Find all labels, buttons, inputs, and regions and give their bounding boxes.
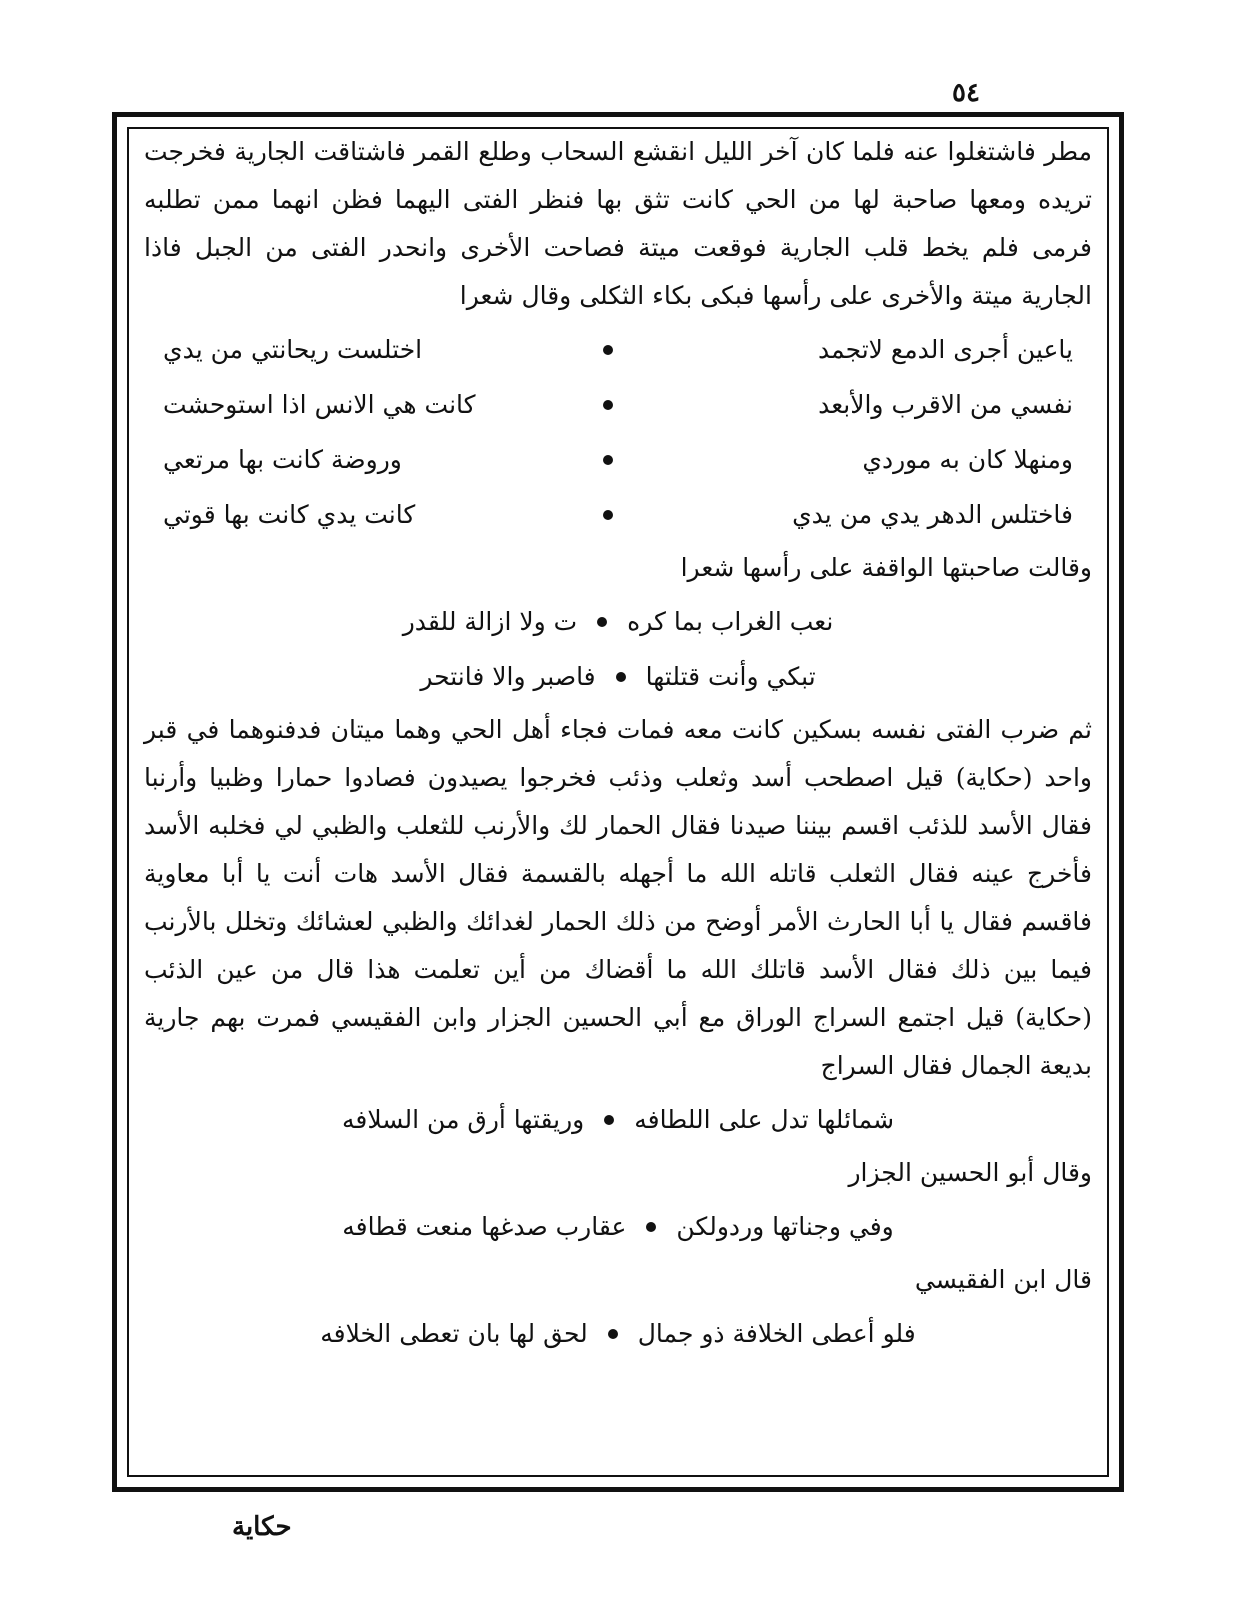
verse-separator	[603, 510, 613, 520]
verse-first-hemistich: فلو أعطى الخلافة ذو جمال	[637, 1318, 916, 1348]
paragraph: وقال أبو الحسين الجزار	[848, 1158, 1092, 1187]
poem-block	[144, 1306, 1092, 1361]
verse-separator	[603, 400, 613, 410]
page-text	[144, 128, 1092, 1478]
verse-second-hemistich: عقارب صدغها منعت قطافه	[342, 1211, 627, 1241]
verse-line	[144, 322, 1092, 377]
verse-second-hemistich: كانت هي الانس اذا استوحشت	[163, 389, 476, 419]
verse-second-hemistich: وريقتها أرق من السلافه	[341, 1104, 585, 1134]
verse-line	[144, 1092, 1092, 1147]
verse-line	[144, 1306, 1092, 1361]
verse-second-hemistich: كانت يدي كانت بها قوتي	[163, 499, 416, 529]
poem-block	[144, 322, 1092, 542]
verse-line	[144, 649, 1092, 704]
verse-separator	[603, 455, 613, 465]
paragraph: مطر فاشتغلوا عنه فلما كان آخر الليل انقشع السحاب وطلع القمر فاشتاقت الجارية فخرجت تريده ومعها صاحبة لها من الحي كانت تثق بها فنظر الفتى اليهما فظن انهما ممن تطلبه فرمى فلم يخط قلب الجارية فوقعت ميتة فصاحت الأخرى وانحدر الفتى من الجبل فاذا الجارية ميتة والأخرى على رأسها فبكى بكاء الثكلى وقال شعرا	[144, 137, 1092, 310]
verse-first-hemistich: شمائلها تدل على اللطافه	[634, 1104, 895, 1134]
verse-separator	[616, 672, 626, 682]
verse-first-hemistich: نفسي من الاقرب والأبعد	[818, 389, 1073, 419]
verse-second-hemistich: فاصبر والا فانتحر	[420, 661, 596, 691]
verse-first-hemistich: ياعين أجرى الدمع لاتجمد	[818, 334, 1073, 364]
verse-second-hemistich: لحق لها بان تعطى الخلافه	[320, 1318, 588, 1348]
verse-second-hemistich: وروضة كانت بها مرتعي	[163, 444, 402, 474]
paragraph: قال ابن الفقيسي	[914, 1265, 1092, 1294]
poem-block	[144, 1092, 1092, 1147]
catchword: حكاية	[232, 1512, 292, 1542]
verse-first-hemistich: ومنهلا كان به موردي	[862, 444, 1073, 474]
verse-first-hemistich: نعب الغراب بما كره	[627, 606, 834, 636]
poem-block	[144, 1199, 1092, 1254]
verse-line	[144, 594, 1092, 649]
verse-separator	[604, 1115, 614, 1125]
verse-separator	[603, 345, 613, 355]
verse-first-hemistich: فاختلس الدهر يدي من يدي	[792, 499, 1073, 529]
verse-second-hemistich: اختلست ريحانتي من يدي	[163, 334, 423, 364]
verse-line	[144, 1199, 1092, 1254]
verse-line	[144, 432, 1092, 487]
verse-second-hemistich: ت ولا ازالة للقدر	[402, 606, 578, 636]
verse-separator	[597, 617, 607, 627]
verse-line	[144, 377, 1092, 432]
page-number: ٥٤	[952, 78, 980, 108]
verse-separator	[608, 1329, 618, 1339]
verse-first-hemistich: تبكي وأنت قتلتها	[645, 661, 816, 691]
paragraph: وقالت صاحبتها الواقفة على رأسها شعرا	[680, 553, 1092, 582]
poem-block	[144, 594, 1092, 704]
verse-separator	[646, 1222, 656, 1232]
paragraph: ثم ضرب الفتى نفسه بسكين كانت معه فمات فجاء أهل الحي وهما ميتان فدفنوهما في قبر واحد (حكاية) قيل اصطحب أسد وثعلب وذئب فخرجوا يصيدون فصادوا حمارا وظبيا وأرنبا فقال الأسد للذئب اقسم بيننا صيدنا فقال الحمار لك والأرنب للثعلب والظبي لي فخلبه الأسد فأخرج عينه فقال الثعلب قاتله الله ما أجهله بالقسمة فقال الأسد هات أنت يا أبا معاوية فاقسم فقال يا أبا الحارث الأمر أوضح من ذلك الحمار لغدائك والظبي لعشائك وتخلل بالأرنب فيما بين ذلك فقال الأسد قاتلك الله ما أقضاك من أين تعلمت هذا قال من عين الذئب (حكاية) قيل اجتمع السراج الوراق مع أبي الحسين الجزار وابن الفقيسي فمرت بهم جارية بديعة الجمال فقال السراج	[144, 715, 1092, 1080]
verse-line	[144, 487, 1092, 542]
verse-first-hemistich: وفي وجناتها وردولكن	[676, 1211, 894, 1241]
